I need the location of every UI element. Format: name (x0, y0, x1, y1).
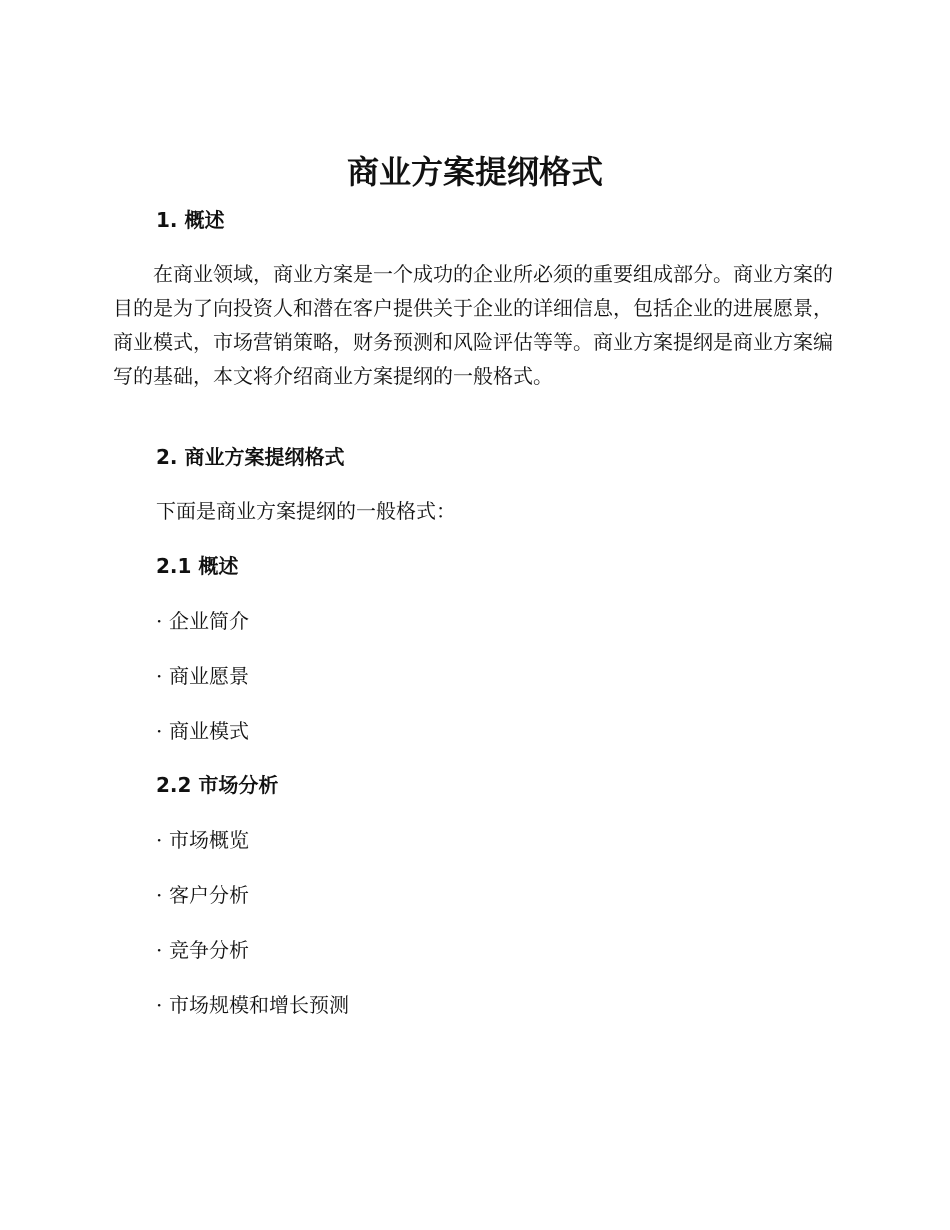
document-title: 商业方案提纲格式 (346, 153, 603, 191)
list-item-text: 商业愿景 (169, 664, 249, 688)
bullet-icon: · (156, 719, 163, 743)
section-2-heading: 2. 商业方案提纲格式 (156, 445, 345, 469)
list-item-text: 市场规模和增长预测 (169, 993, 349, 1017)
list-item-text: 竞争分析 (169, 938, 249, 962)
list-item-text: 商业模式 (169, 719, 249, 743)
bullet-icon: · (156, 883, 163, 907)
list-item-text: 企业简介 (169, 609, 249, 633)
section-2-1-heading: 2.1 概述 (156, 554, 239, 578)
list-item (156, 825, 249, 855)
list-item (156, 716, 249, 746)
section-2-intro: 下面是商业方案提纲的一般格式： (156, 499, 456, 523)
list-item-text: 客户分析 (169, 883, 249, 907)
section-1-heading: 1. 概述 (156, 208, 225, 232)
bullet-icon: · (156, 828, 163, 852)
list-item (156, 880, 249, 910)
bullet-icon: · (156, 609, 163, 633)
list-item (156, 606, 249, 636)
list-item (156, 990, 349, 1020)
section-1-paragraph: 在商业领域，商业方案是一个成功的企业所必须的重要组成部分。商业方案的目的是为了向投资人和潜在客户提供关于企业的详细信息，包括企业的进展愿景，商业模式，市场营销策略，财务预测和风险评估等等。商业方案提纲是商业方案编写的基础，本文将介绍商业方案提纲的一般格式。 (113, 262, 833, 388)
list-item (156, 935, 249, 965)
list-item (156, 661, 249, 691)
bullet-icon: · (156, 938, 163, 962)
list-item-text: 市场概览 (169, 828, 249, 852)
bullet-icon: · (156, 993, 163, 1017)
bullet-icon: · (156, 664, 163, 688)
section-2-2-heading: 2.2 市场分析 (156, 773, 279, 797)
